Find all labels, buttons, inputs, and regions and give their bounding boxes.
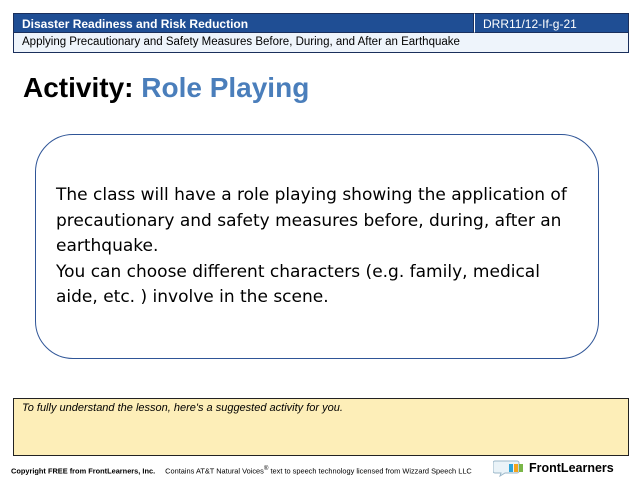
- activity-paragraph-2: You can choose different characters (e.g. family, medical aide, etc. ) involve in the scene.: [56, 261, 540, 307]
- activity-text: [56, 183, 576, 311]
- suggestion-note: [13, 398, 629, 456]
- logo-text: FrontLearners: [529, 461, 614, 475]
- lesson-subtitle: Applying Precautionary and Safety Measures Before, During, and After an Earthquake: [13, 33, 629, 53]
- speech-bubble-logo-icon: [493, 459, 527, 477]
- copyright-text: Copyright FREE from FrontLearners, Inc.: [11, 466, 156, 476]
- registered-mark: ®: [263, 465, 269, 472]
- suggestion-text: To fully understand the lesson, here's a suggested activity for you.: [22, 402, 343, 414]
- frontlearners-logo: [493, 458, 633, 478]
- voices-prefix: Contains AT&T Natural Voices: [165, 466, 264, 476]
- activity-paragraph-1: The class will have a role playing showing the application of precautionary and safety measures before, during, after an earthquake.: [56, 185, 567, 256]
- activity-box: [35, 134, 599, 359]
- title-topic: Role Playing: [141, 72, 310, 103]
- footer: [11, 465, 472, 475]
- course-code: DRR11/12-If-g-21: [474, 13, 629, 33]
- page-title: [23, 72, 309, 104]
- voices-suffix: text to speech technology licensed from Wizzard Speech LLC: [268, 466, 472, 476]
- header-bar: [13, 13, 629, 33]
- title-prefix: Activity:: [23, 72, 134, 103]
- course-title: Disaster Readiness and Risk Reduction: [13, 13, 474, 33]
